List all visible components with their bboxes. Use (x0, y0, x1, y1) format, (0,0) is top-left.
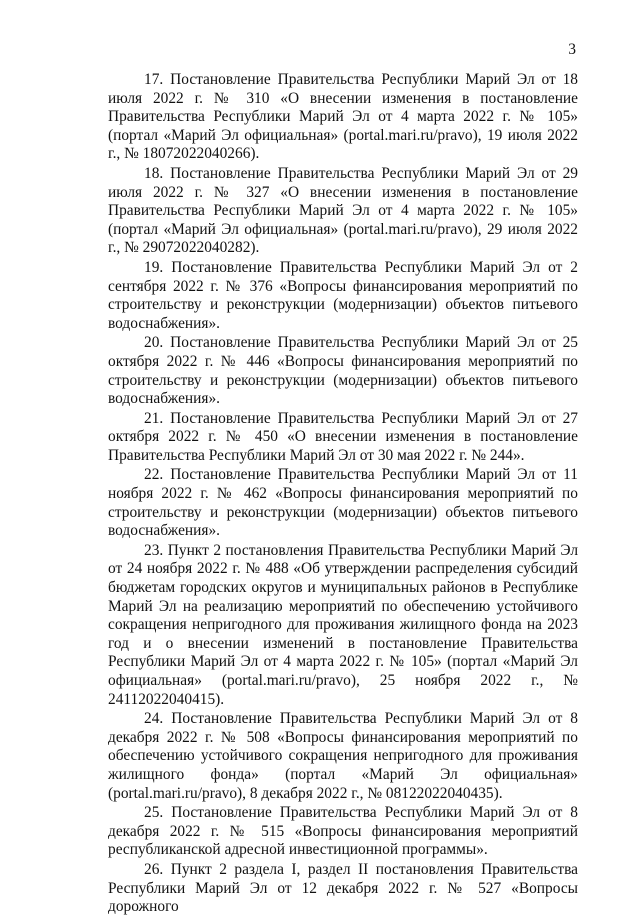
page-number: 3 (568, 41, 576, 58)
list-item: 22. Постановление Правительства Республики Марий Эл от 11 ноября 2022 г. № 462 «Вопросы финансирования мероприятий по строительству и реконструкции (модернизации) объектов питьевого водоснабжения». (108, 466, 578, 540)
list-item: 19. Постановление Правительства Республики Марий Эл от 2 сентября 2022 г. № 376 «Вопросы финансирования мероприятий по строительству и реконструкции (модернизации) объектов питьевого водоснабжения». (108, 258, 578, 332)
list-item: 26. Пункт 2 раздела I, раздел II постановления Правительства Республики Марий Эл от 12 декабря 2022 г. № 527 «Вопросы дорожного (108, 860, 578, 916)
document-body (108, 71, 578, 918)
list-item: 18. Постановление Правительства Республики Марий Эл от 29 июля 2022 г. № 327 «О внесении изменения в постановление Правительства Республики Марий Эл от 4 марта 2022 г. № 105» (портал «Марий Эл официальная» (portal.mari.ru/pravo), 29 июля 2022 г., № 29072022040282). (108, 164, 578, 257)
list-item: 17. Постановление Правительства Республики Марий Эл от 18 июля 2022 г. № 310 «О внесении изменения в постановление Правительства Республики Марий Эл от 4 марта 2022 г. № 105» (портал «Марий Эл официальная» (portal.mari.ru/pravo), 19 июля 2022 г., № 18072022040266). (108, 71, 578, 163)
list-item: 23. Пункт 2 постановления Правительства Республики Марий Эл от 24 ноября 2022 г. № 488 «Об утверждении распределения субсидий бюджетам городских округов и муниципальных районов в Республике Марий Эл на реализацию мероприятий по обеспечению устойчивого сокращения непригодного для проживания жилищного фонда на 2023 год и о внесении изменений в постановление Правительства Республики Марий Эл от 4 марта 2022 г. № 105» (портал «Марий Эл официальная» (portal.mari.ru/pravo), 25 ноября 2022 г., № 24112022040415). (108, 541, 578, 708)
list-item: 20. Постановление Правительства Республики Марий Эл от 25 октября 2022 г. № 446 «Вопросы финансирования мероприятий по строительству и реконструкции (модернизации) объектов питьевого водоснабжения». (108, 334, 578, 408)
list-item: 21. Постановление Правительства Республики Марий Эл от 27 октября 2022 г. № 450 «О внесении изменения в постановление Правительства Республики Марий Эл от 30 мая 2022 г. № 244». (108, 409, 578, 464)
list-item: 25. Постановление Правительства Республики Марий Эл от 8 декабря 2022 г. № 515 «Вопросы финансирования мероприятий республиканской адресной инвестиционной программы». (108, 804, 578, 859)
list-item: 24. Постановление Правительства Республики Марий Эл от 8 декабря 2022 г. № 508 «Вопросы финансирования мероприятий по обеспечению устойчивого сокращения непригодного для проживания жилищного фонда» (портал «Марий Эл официальная» (portal.mari.ru/pravo), 8 декабря 2022 г., № 08122022040435). (108, 710, 578, 802)
